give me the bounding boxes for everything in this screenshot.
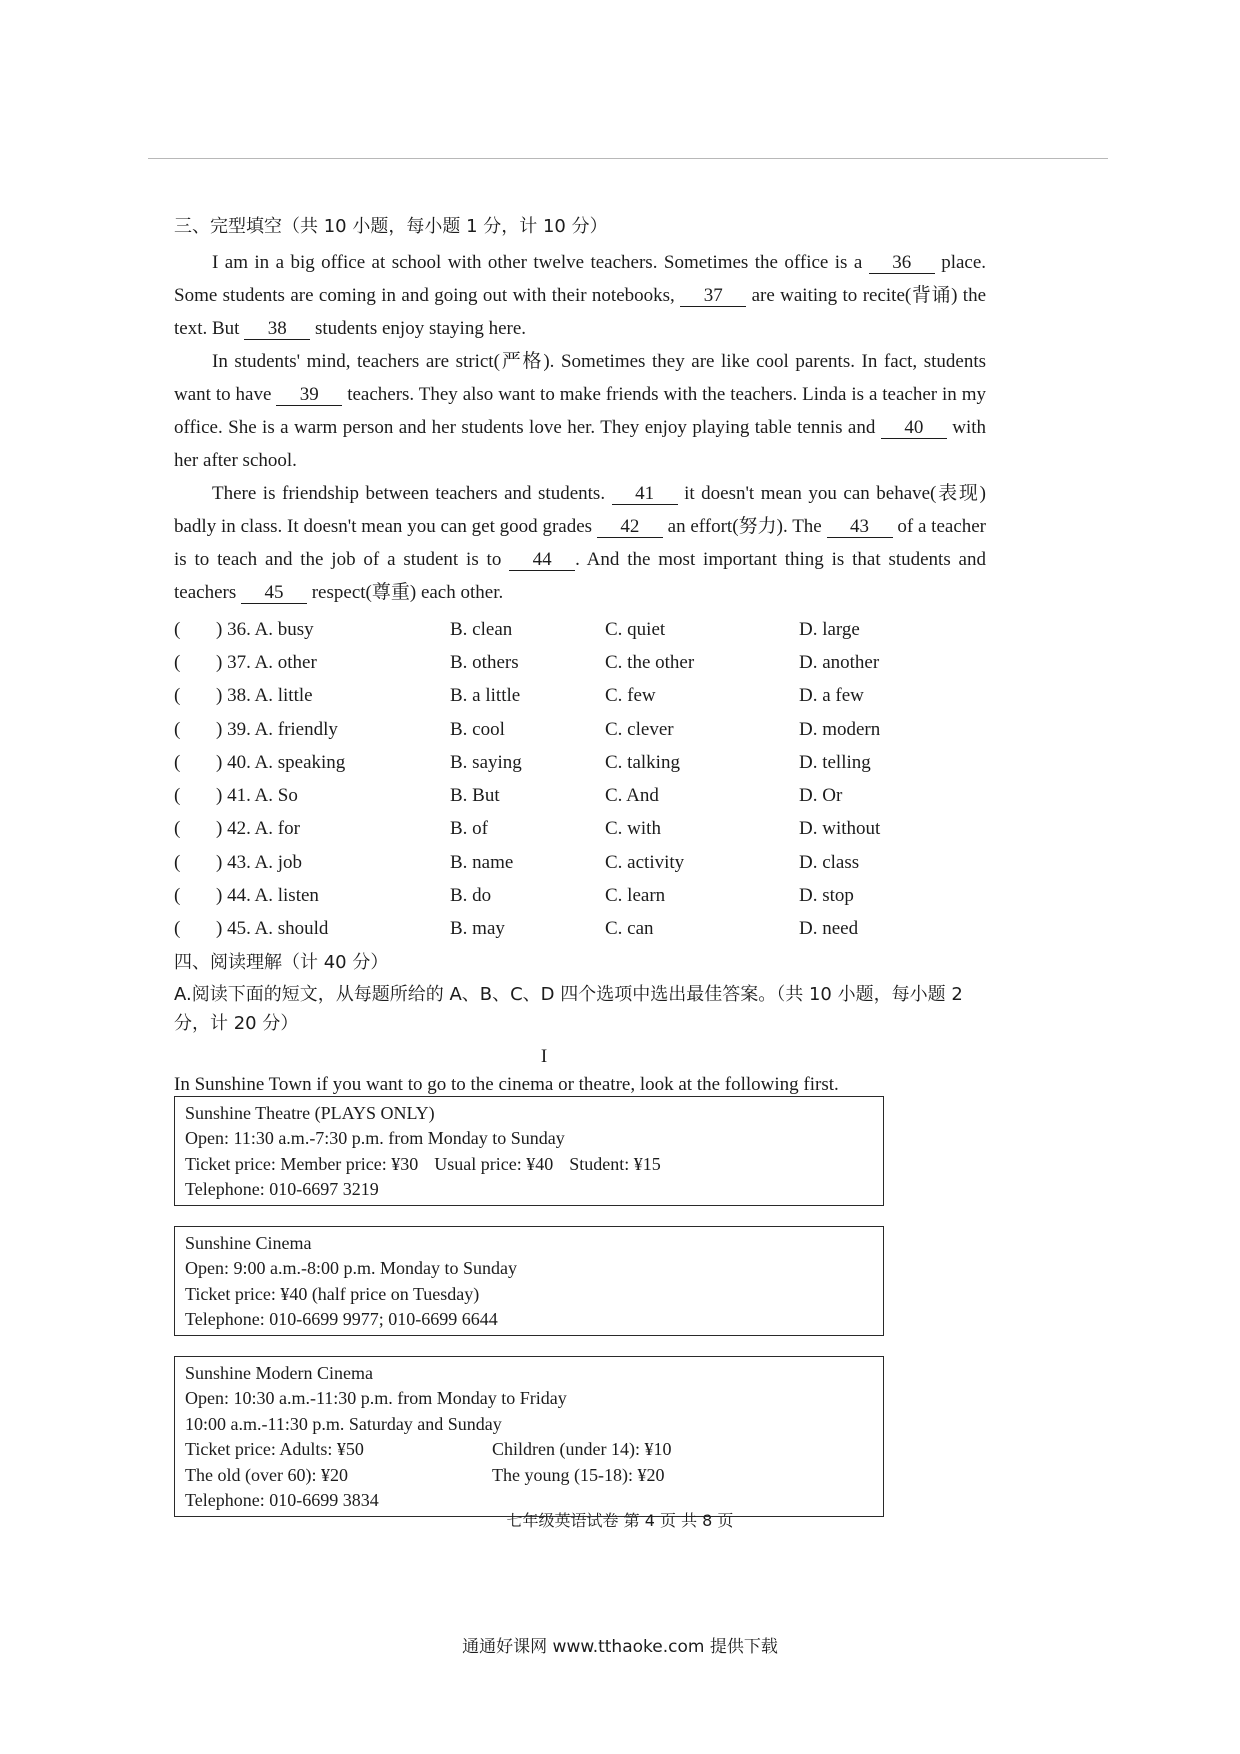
cinema-telephone: Telephone: 010-6699 9977; 010-6699 6644 (185, 1309, 498, 1330)
option-row: ( ) 40. A. speaking B. saying C. talking D. telling (174, 751, 871, 773)
option-row: ( ) 37. A. other B. others C. the other D. another (174, 651, 880, 673)
section4-title: 四、阅读理解（计 40 分） (174, 951, 389, 973)
modern-cinema-name: Sunshine Modern Cinema (185, 1362, 373, 1383)
blank-37: 37 (680, 286, 746, 307)
theatre-info-box (174, 1096, 884, 1206)
cloze-paragraph-1: I am in a big office at school with other twelve teachers. Sometimes the office is a 36 place. Some students are coming in and going out with their notebooks, 37 are waiting to recite(背诵) the text. But 38 students enjoy staying here. (174, 252, 987, 339)
modern-cinema-info-box (174, 1356, 884, 1517)
blank-43: 43 (827, 517, 893, 538)
modern-cinema-telephone: Telephone: 010-6699 3834 (185, 1490, 379, 1511)
modern-cinema-open-weekday: Open: 10:30 a.m.-11:30 p.m. from Monday to Friday (185, 1388, 567, 1409)
blank-42: 42 (597, 517, 663, 538)
option-row: ( ) 42. A. for B. of C. with D. without (174, 818, 881, 840)
option-row: ( ) 43. A. job B. name C. activity D. class (174, 851, 860, 873)
blank-41: 41 (612, 484, 678, 505)
modern-cinema-price-row-1: Ticket price: Adults: ¥50 Children (under 14): ¥10 (185, 1439, 672, 1460)
blank-38: 38 (244, 319, 310, 340)
blank-45: 45 (241, 583, 307, 604)
theatre-open: Open: 11:30 a.m.-7:30 p.m. from Monday to Sunday (185, 1128, 565, 1149)
cloze-options (174, 613, 986, 946)
page-footer: 七年级英语试卷 第 4 页 共 8 页 (506, 1511, 734, 1530)
blank-36: 36 (869, 253, 935, 274)
option-row: ( ) 38. A. little B. a little C. few D. a few (174, 685, 864, 707)
cinema-open: Open: 9:00 a.m.-8:00 p.m. Monday to Sunday (185, 1258, 517, 1279)
option-row: ( ) 36. A. busy B. clean C. quiet D. large (174, 618, 860, 640)
blank-44: 44 (509, 550, 575, 571)
option-row: ( ) 44. A. listen B. do C. learn D. stop (174, 885, 854, 907)
modern-cinema-price-row-2: The old (over 60): ¥20 The young (15-18): ¥20 (185, 1464, 665, 1485)
cloze-paragraph-3: There is friendship between teachers and students. 41 it doesn't mean you can behave(表现) badly in class. It doesn't mean you can get good grades 42 an effort(努力). The 43 of a teacher is to teach and the job of a student is to 44 . And the most important thing is that students and teachers 45 respect(尊重) each other. (174, 483, 987, 603)
top-divider (148, 158, 1108, 159)
cinema-name: Sunshine Cinema (185, 1232, 312, 1253)
blank-40: 40 (881, 418, 947, 439)
theatre-price: Ticket price: Member price: ¥30 Usual price: ¥40 Student: ¥15 (185, 1153, 661, 1174)
theatre-telephone: Telephone: 010-6697 3219 (185, 1179, 379, 1200)
site-watermark: 通通好课网 www.tthaoke.com 提供下载 (462, 1637, 778, 1657)
cloze-paragraph-2: In students' mind, teachers are strict(严格). Sometimes they are like cool parents. In fact, students want to have 39 teachers. They also want to make friends with the teachers. Linda is a teacher in my office. She is a warm person and her students love her. They enjoy playing table tennis and 40 with her after school. (174, 351, 987, 471)
passage-number: I (540, 1045, 548, 1067)
passage-intro: In Sunshine Town if you want to go to the cinema or theatre, look at the following first. (174, 1073, 839, 1095)
blank-39: 39 (276, 385, 342, 406)
cinema-price: Ticket price: ¥40 (half price on Tuesday) (185, 1283, 480, 1304)
option-row: ( ) 41. A. So B. But C. And D. Or (174, 785, 843, 807)
cinema-info-box (174, 1226, 884, 1336)
exam-page (174, 212, 986, 1517)
modern-cinema-open-weekend: 10:00 a.m.-11:30 p.m. Saturday and Sunday (185, 1413, 502, 1434)
section4-instruction: A.阅读下面的短文，从每题所给的 A、B、C、D 四个选项中选出最佳答案。（共 10 小题，每小题 2 分，计 20 分） (174, 983, 963, 1034)
section3-title: 三、完型填空（共 10 小题，每小题 1 分，计 10 分） (174, 216, 608, 237)
option-row: ( ) 39. A. friendly B. cool C. clever D. modern (174, 718, 881, 740)
option-row: ( ) 45. A. should B. may C. can D. need (174, 918, 859, 940)
theatre-name: Sunshine Theatre (PLAYS ONLY) (185, 1102, 435, 1123)
